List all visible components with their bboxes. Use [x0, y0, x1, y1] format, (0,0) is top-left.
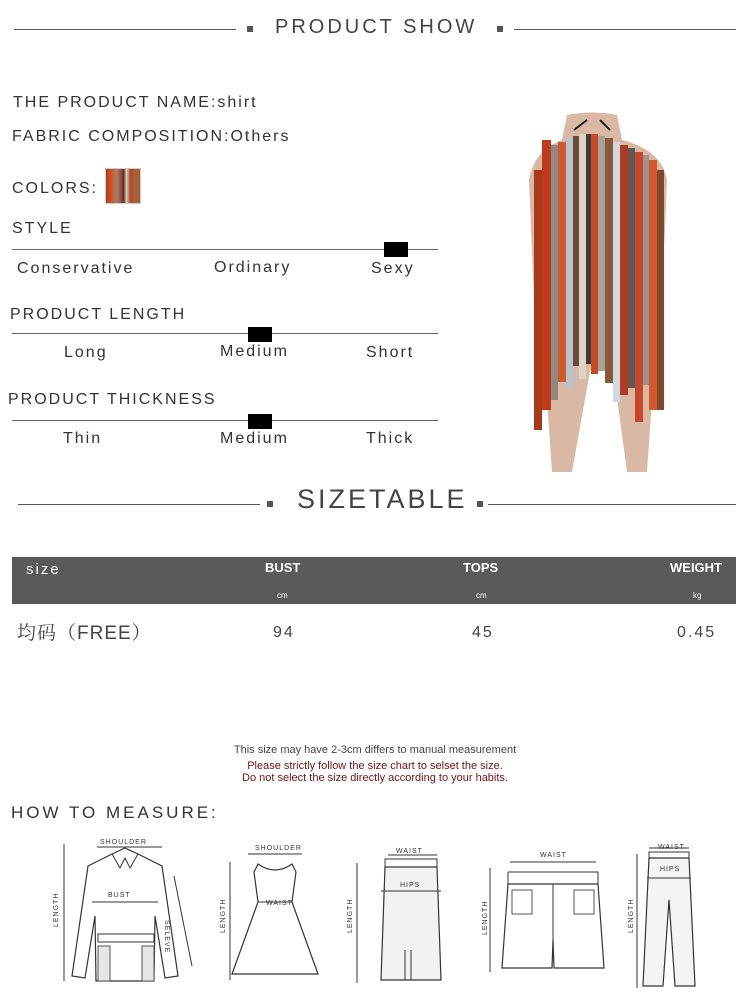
- length-option-long: Long: [64, 344, 108, 361]
- note-warning-1: Please strictly follow the size chart to selset the size.: [247, 760, 503, 772]
- length-marker: [248, 327, 272, 342]
- style-option-conservative: Conservative: [17, 260, 135, 277]
- shorts-waist-label: WAIST: [540, 852, 567, 859]
- shirt-diagram: [50, 836, 200, 986]
- color-swatch[interactable]: [105, 168, 141, 204]
- dress-waist-label: WAIST: [266, 900, 293, 907]
- product-show-title: PRODUCT SHOW: [275, 16, 478, 38]
- thickness-option-medium: Medium: [220, 430, 289, 447]
- size-table-header: [12, 557, 736, 604]
- thickness-option-thick: Thick: [366, 430, 415, 447]
- thickness-scale-line: [12, 420, 438, 421]
- product-photo[interactable]: [462, 100, 722, 480]
- product-show-dot-right: [497, 26, 503, 32]
- skirt-length-label: LENGTH: [347, 898, 354, 933]
- length-title: PRODUCT LENGTH: [10, 306, 187, 323]
- skirt-waist-label: WAIST: [396, 848, 423, 855]
- pants-diagram: [625, 840, 705, 990]
- sizetable-rule-right: [488, 504, 736, 505]
- col-size: size: [26, 561, 61, 578]
- product-show-rule-right: [514, 29, 736, 30]
- dress-length-label: LENGTH: [220, 898, 227, 933]
- length-option-medium: Medium: [220, 343, 289, 360]
- skirt-diagram-graphic: [345, 845, 445, 985]
- thickness-title: PRODUCT THICKNESS: [8, 391, 217, 408]
- unit-weight: kg: [693, 591, 702, 600]
- pants-diagram-graphic: [625, 840, 705, 990]
- sizetable-rule-left: [18, 504, 260, 505]
- style-title: STYLE: [12, 220, 73, 237]
- shirt-sleeve-label: SELEVE: [163, 920, 170, 954]
- shirt-bust-label: BUST: [108, 892, 131, 899]
- style-scale-line: [12, 249, 438, 250]
- sizetable-dot-right: [477, 501, 483, 507]
- col-tops: TOPS: [463, 560, 499, 575]
- size-free: 均码（FREE）: [17, 623, 152, 644]
- shirt-diagram-graphic: [50, 836, 200, 986]
- size-weight-value: 0.45: [677, 624, 717, 641]
- note-measurement: This size may have 2-3cm differs to manual measurement: [233, 744, 517, 756]
- unit-bust: cm: [277, 591, 288, 600]
- unit-tops: cm: [476, 591, 487, 600]
- note-warning-2: Do not select the size directly according to your habits.: [242, 772, 508, 784]
- col-bust: BUST: [265, 560, 301, 575]
- product-name-row: [13, 94, 258, 112]
- product-name-value: shirt: [217, 94, 258, 111]
- shorts-length-label: LENGTH: [482, 900, 489, 935]
- product-name-label: THE PRODUCT NAME:: [13, 94, 218, 111]
- style-option-ordinary: Ordinary: [214, 259, 292, 276]
- product-photo-graphic: [462, 100, 722, 480]
- product-show-rule-left: [14, 29, 236, 30]
- style-marker: [384, 242, 408, 257]
- shirt-shoulder-label: SHOULDER: [100, 839, 147, 846]
- pants-waist-label: WAIST: [658, 844, 685, 851]
- style-option-sexy: Sexy: [371, 260, 415, 277]
- fabric-row: [12, 128, 290, 146]
- dress-diagram: [218, 842, 328, 982]
- size-bust-value: 94: [273, 624, 295, 641]
- dress-shoulder-label: SHOULDER: [255, 845, 302, 852]
- skirt-hips-label: HIPS: [400, 882, 421, 889]
- thickness-marker: [248, 414, 272, 429]
- colors-label: COLORS:: [12, 180, 99, 197]
- fabric-label: FABRIC COMPOSITION:: [12, 128, 231, 145]
- length-option-short: Short: [366, 344, 415, 361]
- shorts-diagram: [478, 850, 618, 980]
- sizetable-dot-left: [267, 501, 273, 507]
- skirt-diagram: [345, 845, 445, 985]
- fabric-value: Others: [230, 128, 291, 145]
- pants-hips-label: HIPS: [660, 866, 681, 873]
- product-show-dot-left: [247, 26, 253, 32]
- how-to-measure-title: HOW TO MEASURE:: [11, 803, 219, 822]
- sizetable-title: SIZETABLE: [297, 484, 468, 514]
- shirt-length-label: LENGTH: [53, 892, 60, 927]
- pants-length-label: LENGTH: [628, 898, 635, 933]
- shorts-diagram-graphic: [478, 850, 618, 980]
- col-weight: WEIGHT: [670, 560, 722, 575]
- length-scale-line: [12, 333, 438, 334]
- dress-diagram-graphic: [218, 842, 328, 982]
- size-tops-value: 45: [472, 624, 494, 641]
- thickness-option-thin: Thin: [63, 430, 103, 447]
